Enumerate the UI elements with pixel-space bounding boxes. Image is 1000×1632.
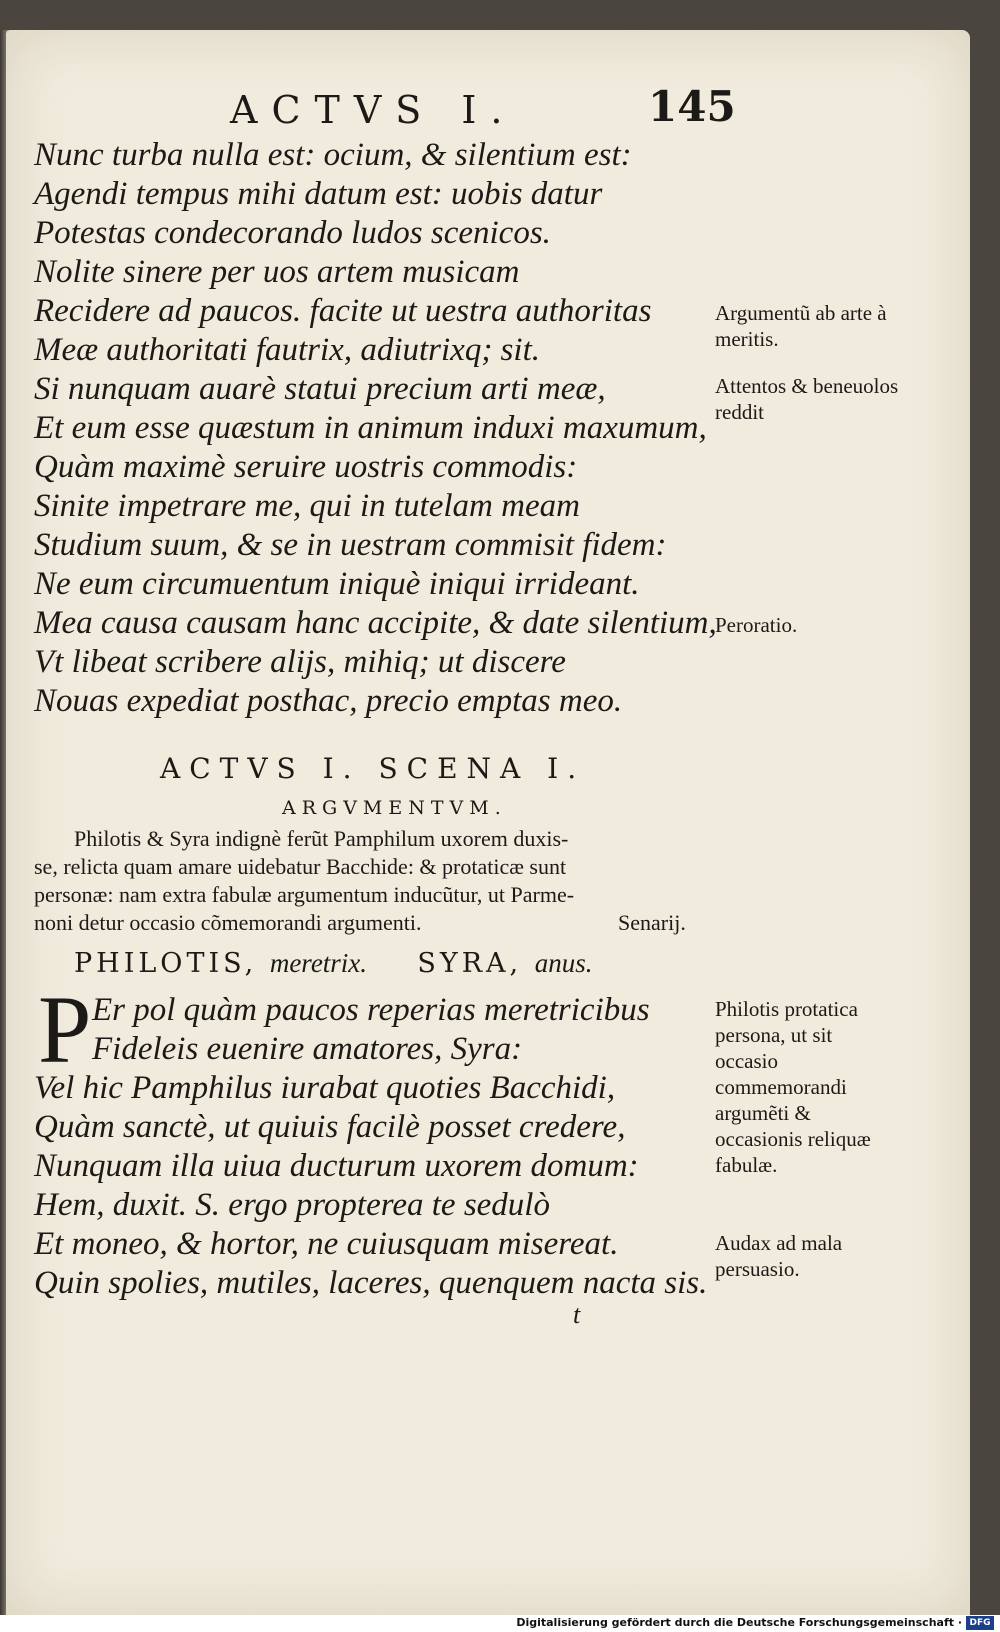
verse-line: Mea causa causam hanc accipite, & date silentium, — [34, 605, 717, 641]
verse-line: Si nunquam auarè statui precium arti meæ, — [34, 371, 606, 407]
margin-note: Argumentũ ab arte à meritis. — [715, 301, 887, 351]
speaker-philotis-role: meretrix. — [269, 948, 368, 978]
drop-cap: P — [38, 976, 92, 1083]
verse-line: Ne eum circumuentum iniquè iniqui irrideant. — [34, 566, 640, 602]
verse-line: Quin spolies, mutiles, laceres, quenquem nacta sis. — [34, 1265, 708, 1301]
scene-heading: ACTVS I. SCENA I. — [160, 752, 586, 785]
meter-label: Senarij. — [618, 910, 686, 935]
argument-line: personæ: nam extra fabulæ argumentum inducũtur, ut Parme- — [34, 882, 575, 907]
verse-line: Nouas expediat posthac, precio emptas meo. — [34, 683, 623, 719]
verse-line: Nunquam illa uiua ducturum uxorem domum: — [34, 1148, 639, 1184]
argument-line: Philotis & Syra indignè ferũt Pamphilum uxorem duxis- — [74, 826, 569, 851]
speaker-line — [74, 948, 592, 979]
verse-line: Potestas condecorando ludos scenicos. — [34, 215, 551, 251]
speaker-philotis: PHILOTIS, — [74, 948, 258, 979]
verse-line: Sinite impetrare me, qui in tutelam meam — [34, 488, 580, 524]
signature-mark: t — [573, 1300, 581, 1329]
margin-note: Attentos & beneuolos reddit — [715, 374, 899, 424]
dfg-logo: DFG — [966, 1616, 994, 1630]
verse-line: Hem, duxit. S. ergo propterea te sedulò — [34, 1187, 550, 1223]
verse-line: Fideleis euenire amatores, Syra: — [92, 1031, 523, 1067]
margin-note: Philotis protatica persona, ut sit occasio commemorandi argumẽti & occasionis reliquæ fabulæ. — [715, 997, 871, 1177]
verse-line: Et moneo, & hortor, ne cuiusquam misereat. — [34, 1226, 619, 1262]
verse-line: Agendi tempus mihi datum est: uobis datur — [34, 176, 603, 212]
verse-line: Recidere ad paucos. facite ut uestra authoritas — [34, 293, 652, 329]
argument-line: noni detur occasio cõmemorandi argumenti. — [34, 910, 422, 935]
footer-bar — [0, 1615, 1000, 1632]
verse-line: Quàm sanctè, ut quiuis facilè posset credere, — [34, 1109, 626, 1145]
verse-line: Et eum esse quæstum in animum induxi maxumum, — [34, 410, 707, 446]
speaker-syra-role: anus. — [534, 948, 593, 978]
argument-line: se, relicta quam amare uidebatur Bacchide: & protaticæ sunt — [34, 854, 567, 879]
verse-line: Er pol quàm paucos reperias meretricibus — [92, 992, 650, 1028]
verse-line: Meæ authoritati fautrix, adiutrixq; sit. — [34, 332, 540, 368]
verse-line: Studium suum, & se in uestram commisit fidem: — [34, 527, 667, 563]
verse-line: Quàm maximè seruire uostris commodis: — [34, 449, 578, 485]
verse-line: Nunc turba nulla est: ocium, & silentium est: — [34, 137, 632, 173]
page-number: 145 — [648, 82, 736, 131]
footer-credit: Digitalisierung gefördert durch die Deutsche Forschungsgemeinschaft · — [516, 1616, 962, 1629]
argument-heading: ARGVMENTVM. — [282, 797, 507, 819]
margin-note: Audax ad mala persuasio. — [715, 1231, 843, 1281]
verse-line: Vt libeat scribere alijs, mihiq; ut discere — [34, 644, 566, 680]
margin-note: Peroratio. — [715, 613, 798, 637]
verse-line: Vel hic Pamphilus iurabat quoties Bacchidi, — [34, 1070, 616, 1106]
speaker-syra: SYRA, — [417, 948, 523, 979]
running-head: ACTVS I. — [230, 88, 517, 132]
verse-line: Nolite sinere per uos artem musicam — [34, 254, 520, 290]
